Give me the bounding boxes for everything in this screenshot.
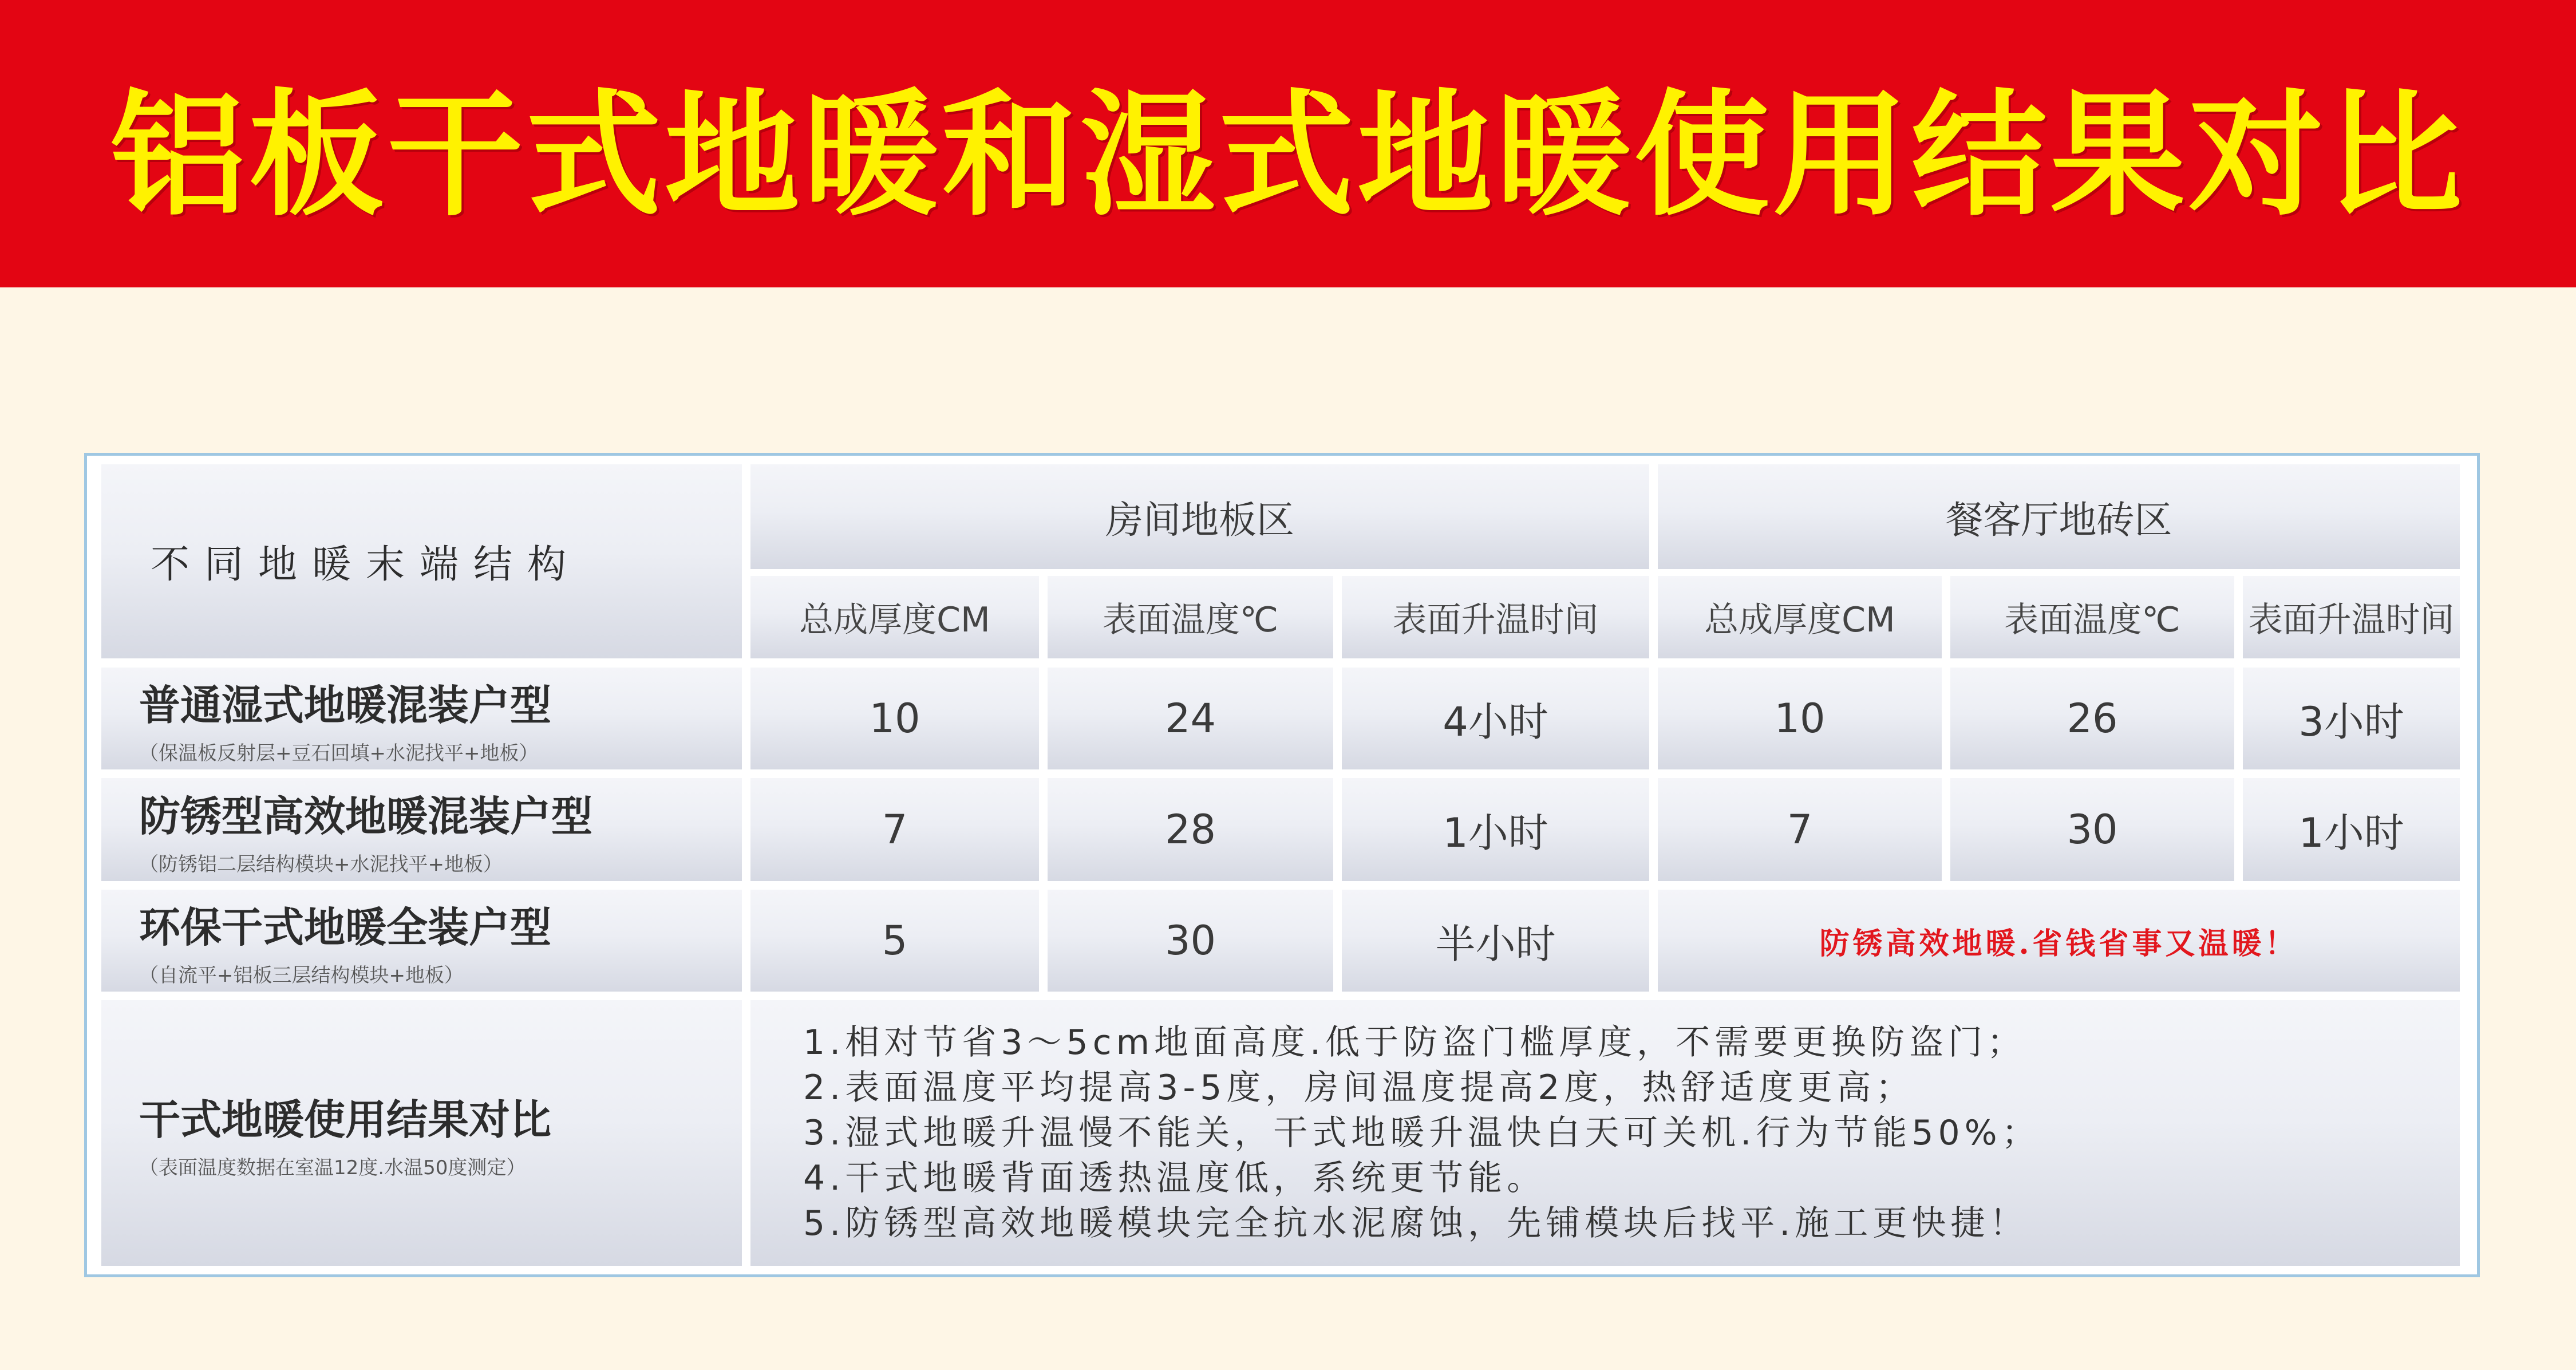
table-cell: 1小时 [2243, 778, 2460, 881]
table-cell: 半小时 [1342, 890, 1649, 992]
note-line: 2.表面温度平均提高3-5度，房间温度提高2度，热舒适度更高； [803, 1067, 1915, 1108]
table-cell: 30 [1048, 890, 1333, 992]
subheader-temperature-1: 表面温度℃ [1048, 576, 1333, 658]
row-header-anticorrosion [101, 778, 742, 881]
note-line: 4.干式地暖背面透热温度低，系统更节能。 [803, 1158, 1546, 1198]
note-line: 5.防锈型高效地暖模块完全抗水泥腐蚀，先铺模块后找平.施工更快捷！ [803, 1203, 2029, 1243]
table-cell: 4小时 [1342, 668, 1649, 769]
row-title: 防锈型高效地暖混装户型 [139, 792, 593, 840]
note-line: 1.相对节省3～5cm地面高度.低于防盗门槛厚度，不需要更换防盗门； [803, 1022, 2026, 1063]
table-cell: 7 [1658, 778, 1942, 881]
table-cell: 26 [1950, 668, 2234, 769]
subheader-thickness-1: 总成厚度CM [750, 576, 1039, 658]
row-note: （保温板反射层+豆石回填+水泥找平+地板） [139, 741, 539, 765]
row-header-dry [101, 890, 742, 992]
group-header-living-tile: 餐客厅地砖区 [1658, 464, 2460, 569]
page-title: 铝板干式地暖和湿式地暖使用结果对比 [110, 76, 2466, 234]
promo-slogan: 防锈高效地暖.省钱省事又温暖！ [1658, 890, 2460, 992]
subheader-thickness-2: 总成厚度CM [1658, 576, 1942, 658]
note-line: 3.湿式地暖升温慢不能关，干式地暖升温快白天可关机.行为节能50%； [803, 1112, 2041, 1153]
row-title: 普通湿式地暖混装户型 [139, 681, 552, 729]
subheader-heatup-time-1: 表面升温时间 [1342, 576, 1649, 658]
table-cell: 24 [1048, 668, 1333, 769]
row-title: 环保干式地暖全装户型 [139, 903, 552, 952]
subheader-heatup-time-2: 表面升温时间 [2243, 576, 2460, 658]
title-banner [0, 0, 2576, 287]
summary-note: （表面温度数据在室温12度.水温50度测定） [139, 1156, 526, 1179]
table-cell: 3小时 [2243, 668, 2460, 769]
table-cell: 7 [750, 778, 1039, 881]
group-header-room-floor: 房间地板区 [750, 464, 1649, 569]
summary-notes [750, 1000, 2460, 1266]
row-note: （防锈铝二层结构模块+水泥找平+地板） [139, 852, 503, 876]
table-cell: 10 [1658, 668, 1942, 769]
row-note: （自流平+铝板三层结构模块+地板） [139, 964, 464, 987]
table-cell: 30 [1950, 778, 2234, 881]
comparison-table [84, 453, 2480, 1277]
subheader-temperature-2: 表面温度℃ [1950, 576, 2234, 658]
table-cell: 10 [750, 668, 1039, 769]
row-header-wet [101, 668, 742, 769]
summary-header [101, 1000, 742, 1266]
table-cell: 5 [750, 890, 1039, 992]
table-cell: 1小时 [1342, 778, 1649, 881]
corner-header: 不同地暖末端结构 [101, 464, 742, 658]
table-cell: 28 [1048, 778, 1333, 881]
summary-title: 干式地暖使用结果对比 [139, 1095, 552, 1144]
